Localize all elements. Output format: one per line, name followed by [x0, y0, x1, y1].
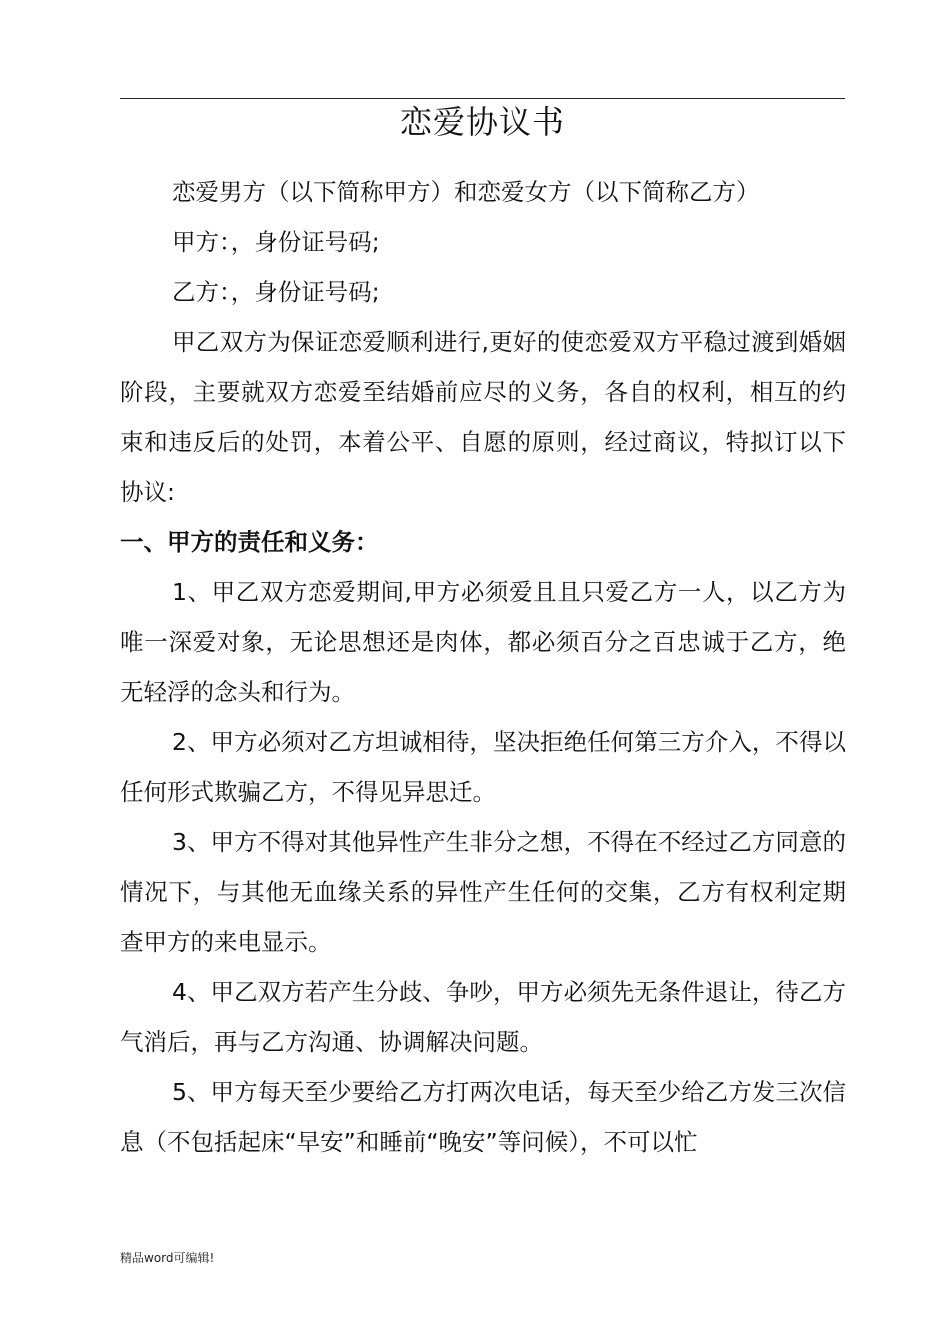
preamble-paragraph: 甲乙双方为保证恋爱顺利进行,更好的使恋爱双方平稳过渡到婚姻阶段，主要就双方恋爱至结婚前应尽的义务，各自的权利，相互的约束和违反后的处罚，本着公平、自愿的原则，经过商议，特拟订以下协议: — [120, 328, 846, 506]
footer-note: 精品word可编辑! — [120, 1251, 215, 1265]
clause-5: 5、甲方每天至少要给乙方打两次电话，每天至少给乙方发三次信息（不包括起床“早安”和睡前“晚安”等问候），不可以忙 — [120, 1078, 846, 1156]
party-a-line: 甲方：，身份证号码; — [172, 228, 380, 256]
intro-paragraph: 恋爱男方（以下简称甲方）和恋爱女方（以下简称乙方） — [172, 178, 760, 206]
section-1-heading: 一、甲方的责任和义务： — [120, 528, 379, 556]
document-body — [120, 167, 846, 1167]
clause-3: 3、甲方不得对其他异性产生非分之想，不得在不经过乙方同意的情况下，与其他无血缘关系的异性产生任何的交集，乙方有权利定期查甲方的来电显示。 — [120, 828, 846, 956]
clause-1: 1、甲乙双方恋爱期间,甲方必须爱且且只爱乙方一人，以乙方为唯一深爱对象，无论思想还是肉体，都必须百分之百忠诚于乙方，绝无轻浮的念头和行为。 — [120, 578, 846, 706]
clause-4: 4、甲乙双方若产生分歧、争吵，甲方必须先无条件退让，待乙方气消后，再与乙方沟通、协调解决问题。 — [120, 978, 846, 1056]
clause-2: 2、甲方必须对乙方坦诚相待，坚决拒绝任何第三方介入，不得以任何形式欺骗乙方，不得见异思迁。 — [120, 728, 846, 806]
party-b-line: 乙方：，身份证号码; — [172, 278, 380, 306]
document-title: 恋爱协议书 — [399, 103, 565, 141]
